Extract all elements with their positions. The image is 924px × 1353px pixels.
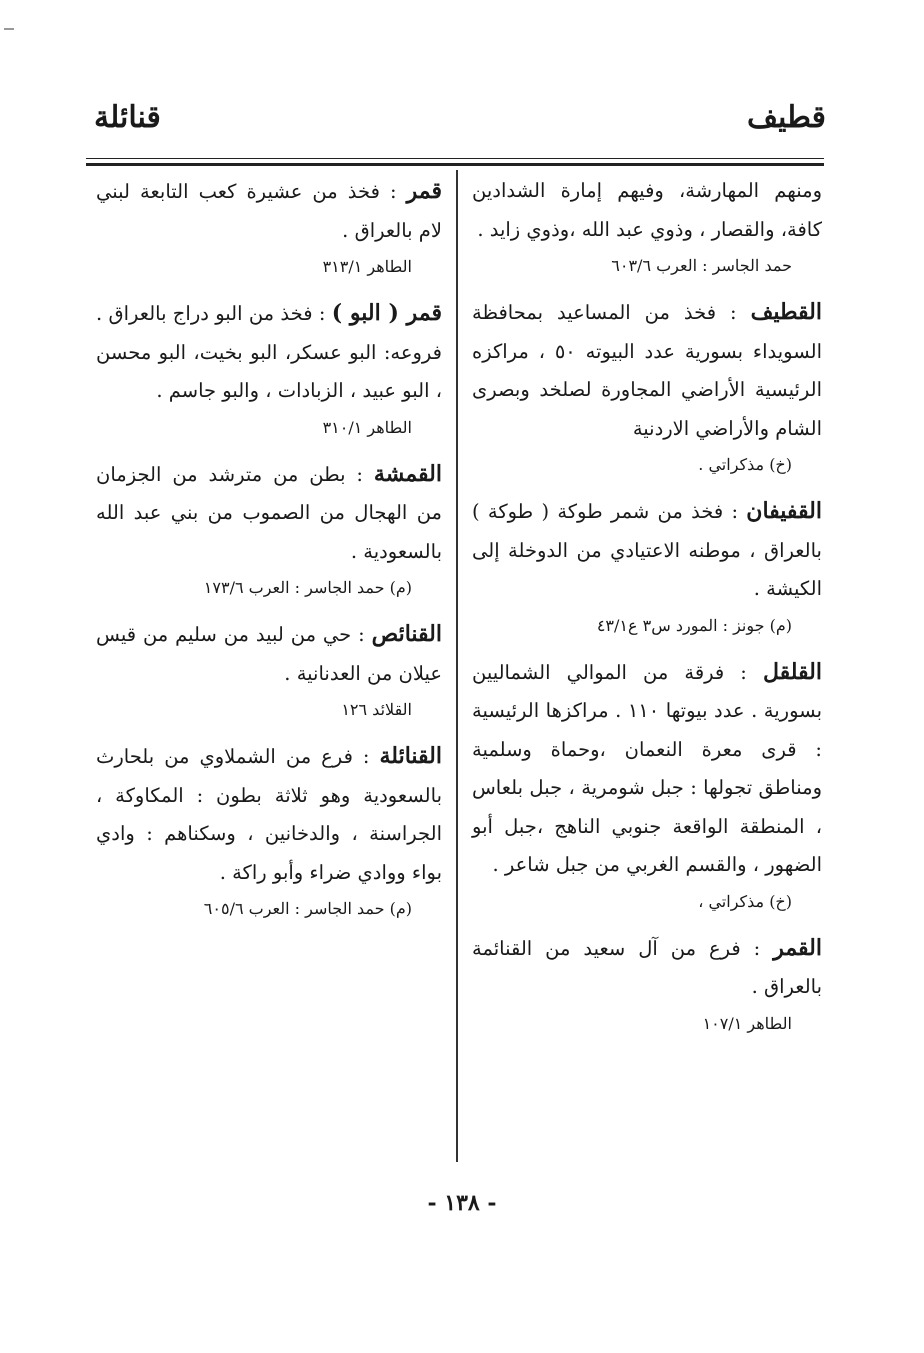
dictionary-entry (472, 929, 822, 1039)
entry-source: الطاهر ١٠٧/١ (702, 1013, 792, 1033)
dictionary-entry (472, 172, 822, 281)
dictionary-entry (472, 492, 822, 641)
entry-text: : فخذ من شمر طوكة ( طوكة ) بالعراق ، موطنه الاعتيادي من الدوخلة إلى الكيشة . (472, 500, 822, 600)
entry-headword: القفيفان (746, 498, 822, 524)
entry-headword: القطيف (750, 299, 822, 325)
entry-text: ومنهم المهارشة، وفيهم إمارة الشدادين كافة، والقصار ، وذوي عبد الله ،وذوي زايد . (472, 179, 822, 241)
dictionary-entry (96, 737, 442, 924)
entry-source: (خ) مذكراتي . (698, 455, 792, 474)
entry-source: حمد الجاسر : العرب ٦٠٣/٦ (611, 256, 792, 275)
dictionary-entry (472, 293, 822, 480)
entry-text: : فخذ من البو دراج بالعراق . فروعه: البو عسكر، البو بخيت، البو محسن ، البو عبيد ، الزبادات ، والبو جاسم . (96, 302, 442, 402)
running-head-left: قنائلة (94, 100, 161, 135)
scan-mark (4, 28, 14, 30)
entry-source: الطاهر ٣١٠/١ (322, 417, 412, 437)
entry-source: (م) حمد الجاسر : العرب ٦٠٥/٦ (203, 899, 412, 918)
column-divider (456, 170, 458, 1162)
right-column (472, 172, 822, 1051)
entry-text: : بطن من مترشد من الجزمان من الهجال من الصموب من بني عبد الله بالسعودية . (96, 462, 442, 563)
entry-text: : فخذ من عشيرة كعب التابعة لبني لام بالعراق . (96, 180, 442, 242)
entry-headword: قمر (406, 178, 442, 204)
entry-text: : فخذ من المساعيد بمحافظة السويداء بسورية عدد البيوته ٥٠ ، مراكزه الرئيسية الأراضي المجاورة لصلخد وبصرى الشام والأراضي الاردنية (472, 301, 822, 440)
entry-headword: القلقل (762, 658, 822, 685)
entry-source: الطاهر ٣١٣/١ (322, 257, 412, 276)
dictionary-entry (96, 455, 442, 604)
dictionary-entry (96, 172, 442, 282)
entry-headword: قمر ( البو ) (331, 300, 442, 326)
entry-text: : فرقة من الموالي الشماليين بسورية . عدد بيوتها ١١٠ . مراكزها الرئيسية : قرى معرة النعمان ،وحماة وسلمية ومناطق تجولها : جبل شومرية ، جبل بلعاس ، المنطقة الواقعة جنوبي الناهج ،جبل أبو الضهور ، والقسم الغربي من جبل شاعر . (472, 660, 822, 876)
entry-headword: القمشة (373, 460, 442, 487)
header-rule-thin (86, 158, 824, 159)
entry-source: (م) جونز : المورد س٣ ع٤٣/١ (596, 615, 792, 635)
dictionary-entry (96, 294, 442, 443)
entry-text: : حي من لبيد من سليم من قيس عيلان من العدنانية . (96, 623, 442, 685)
page-number: - ١٣٨ - (427, 1190, 497, 1216)
entry-text: : فرع من آل سعيد من القنائمة بالعراق . (472, 936, 822, 998)
entry-source: (خ) مذكراتي ، (698, 891, 792, 911)
running-head-right: قطيف (746, 100, 826, 135)
dictionary-entry (472, 653, 822, 917)
entry-headword: القنائص (371, 621, 442, 647)
entry-headword: القمر (773, 934, 822, 961)
entry-text: : فرع من الشملاوي من بلحارث بالسعودية وهو ثلاثة بطون : المكاوكة ، الجراسنة ، والدخانين ، وسكناهم : وادي بواء ووادي ضراء وأبو راكة . (96, 745, 442, 884)
entry-headword: القنائلة (379, 743, 442, 769)
header-rule-thick (86, 163, 824, 166)
dictionary-entry (96, 615, 442, 725)
left-column (96, 172, 442, 936)
entry-source: (م) حمد الجاسر : العرب ١٧٣/٦ (203, 578, 412, 597)
entry-source: القلائد ١٢٦ (341, 700, 412, 719)
